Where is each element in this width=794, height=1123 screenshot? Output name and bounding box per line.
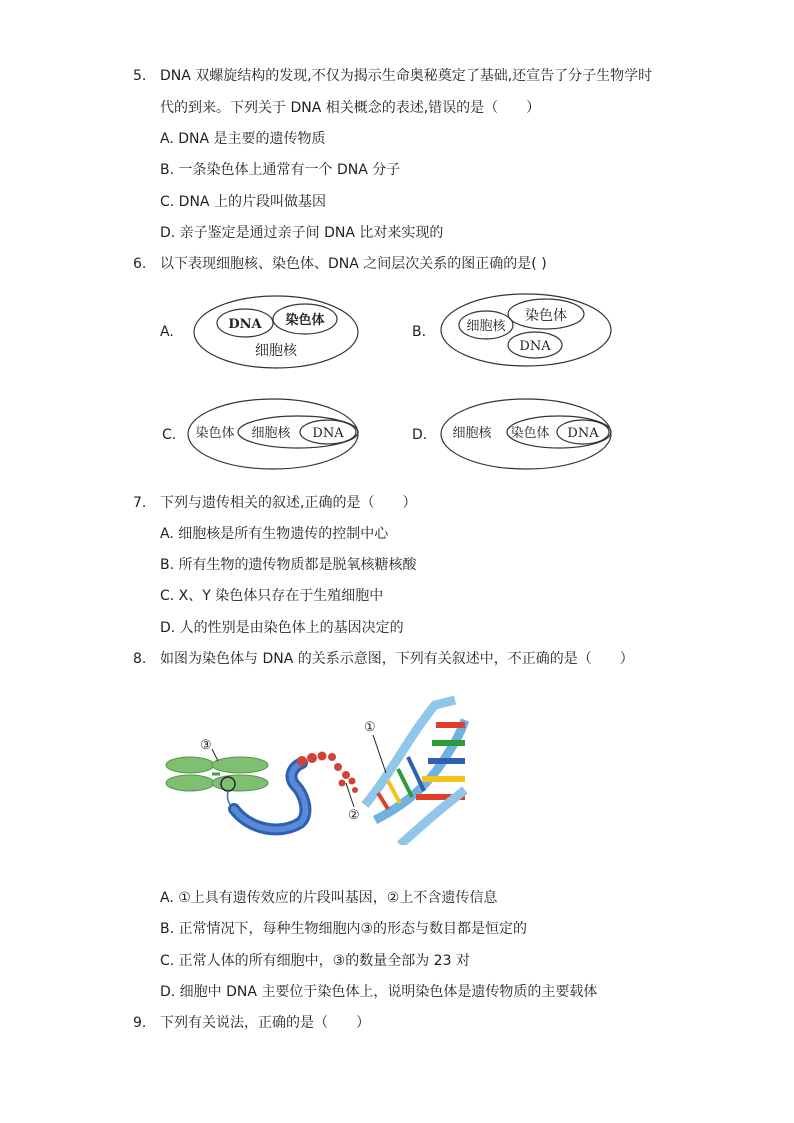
q6-number: 6.: [133, 256, 147, 272]
dna-label: DNA: [519, 339, 551, 354]
q8-option-c: C. 正常人体的所有细胞中，③的数量全部为 23 对: [160, 953, 470, 969]
q8-number: 8.: [133, 651, 147, 667]
q5-stem-line2: 代的到来。下列关于 DNA 相关概念的表述,错误的是（ ）: [160, 100, 541, 116]
chromosome-dna-figure: [160, 695, 470, 845]
figure-label-1: ①: [364, 720, 376, 735]
q6-option-a-diagram: [190, 292, 365, 372]
q6-option-b-diagram: [438, 290, 618, 370]
nucleosome-beads: [297, 752, 358, 794]
nucleus-label: 细胞核: [251, 426, 291, 441]
dna-helix-icon: [365, 700, 465, 845]
chromosome-label: 染色体: [195, 426, 235, 441]
label3-leader: [212, 749, 218, 761]
q9-stem: 下列有关说法，正确的是（ ）: [160, 1015, 370, 1031]
nucleus-label: 细胞核: [452, 426, 492, 441]
q9-number: 9.: [133, 1015, 147, 1031]
q6-stem: 以下表现细胞核、染色体、DNA 之间层次关系的图正确的是( ): [160, 256, 547, 272]
q8-option-b: B. 正常情况下，每种生物细胞内③的形态与数目都是恒定的: [160, 921, 528, 937]
q5-option-c: C. DNA 上的片段叫做基因: [160, 194, 326, 210]
q6-option-d-diagram: [438, 396, 618, 472]
q7-stem: 下列与遗传相关的叙述,正确的是（ ）: [160, 495, 417, 511]
q7-option-c: C. X、Y 染色体只存在于生殖细胞中: [160, 588, 384, 604]
chromosome-label: 染色体: [510, 426, 550, 441]
q7-option-b: B. 所有生物的遗传物质都是脱氧核糖核酸: [160, 557, 417, 573]
q5-option-a: A. DNA 是主要的遗传物质: [160, 131, 326, 147]
q6-option-b-letter: B.: [412, 324, 427, 340]
q7-option-d: D. 人的性别是由染色体上的基因决定的: [160, 620, 404, 636]
q5-option-d: D. 亲子鉴定是通过亲子间 DNA 比对来实现的: [160, 225, 444, 241]
q5-option-b: B. 一条染色体上通常有一个 DNA 分子: [160, 162, 401, 178]
figure-label-3: ③: [200, 738, 212, 753]
chromosome-label: 染色体: [285, 313, 325, 328]
q8-option-d: D. 细胞中 DNA 主要位于染色体上，说明染色体是遗传物质的主要载体: [160, 984, 598, 1000]
q6-option-a-letter: A.: [160, 324, 174, 340]
q8-stem: 如图为染色体与 DNA 的关系示意图，下列有关叙述中，不正确的是（ ）: [160, 651, 634, 667]
chromosome-icon: [166, 757, 268, 791]
label2-leader: [346, 783, 354, 807]
chromosome-label: 染色体: [525, 308, 567, 324]
label1-leader: [373, 735, 386, 773]
dna-label: DNA: [228, 317, 262, 332]
dna-label: DNA: [567, 426, 599, 441]
dna-label: DNA: [312, 426, 344, 441]
figure-label-2: ②: [348, 808, 360, 823]
nucleus-label: 细胞核: [466, 319, 506, 334]
q7-option-a: A. 细胞核是所有生物遗传的控制中心: [160, 526, 389, 542]
q6-option-c-letter: C.: [162, 427, 177, 443]
nucleus-label: 细胞核: [255, 343, 297, 359]
q6-option-c-diagram: [185, 396, 365, 472]
q7-number: 7.: [133, 495, 147, 511]
q8-option-a: A. ①上具有遗传效应的片段叫基因，②上不含遗传信息: [160, 890, 498, 906]
q6-option-d-letter: D.: [412, 427, 428, 443]
q5-number: 5.: [133, 68, 147, 84]
q5-stem-line1: DNA 双螺旋结构的发现,不仅为揭示生命奥秘奠定了基础,还宣告了分子生物学时: [160, 68, 653, 84]
